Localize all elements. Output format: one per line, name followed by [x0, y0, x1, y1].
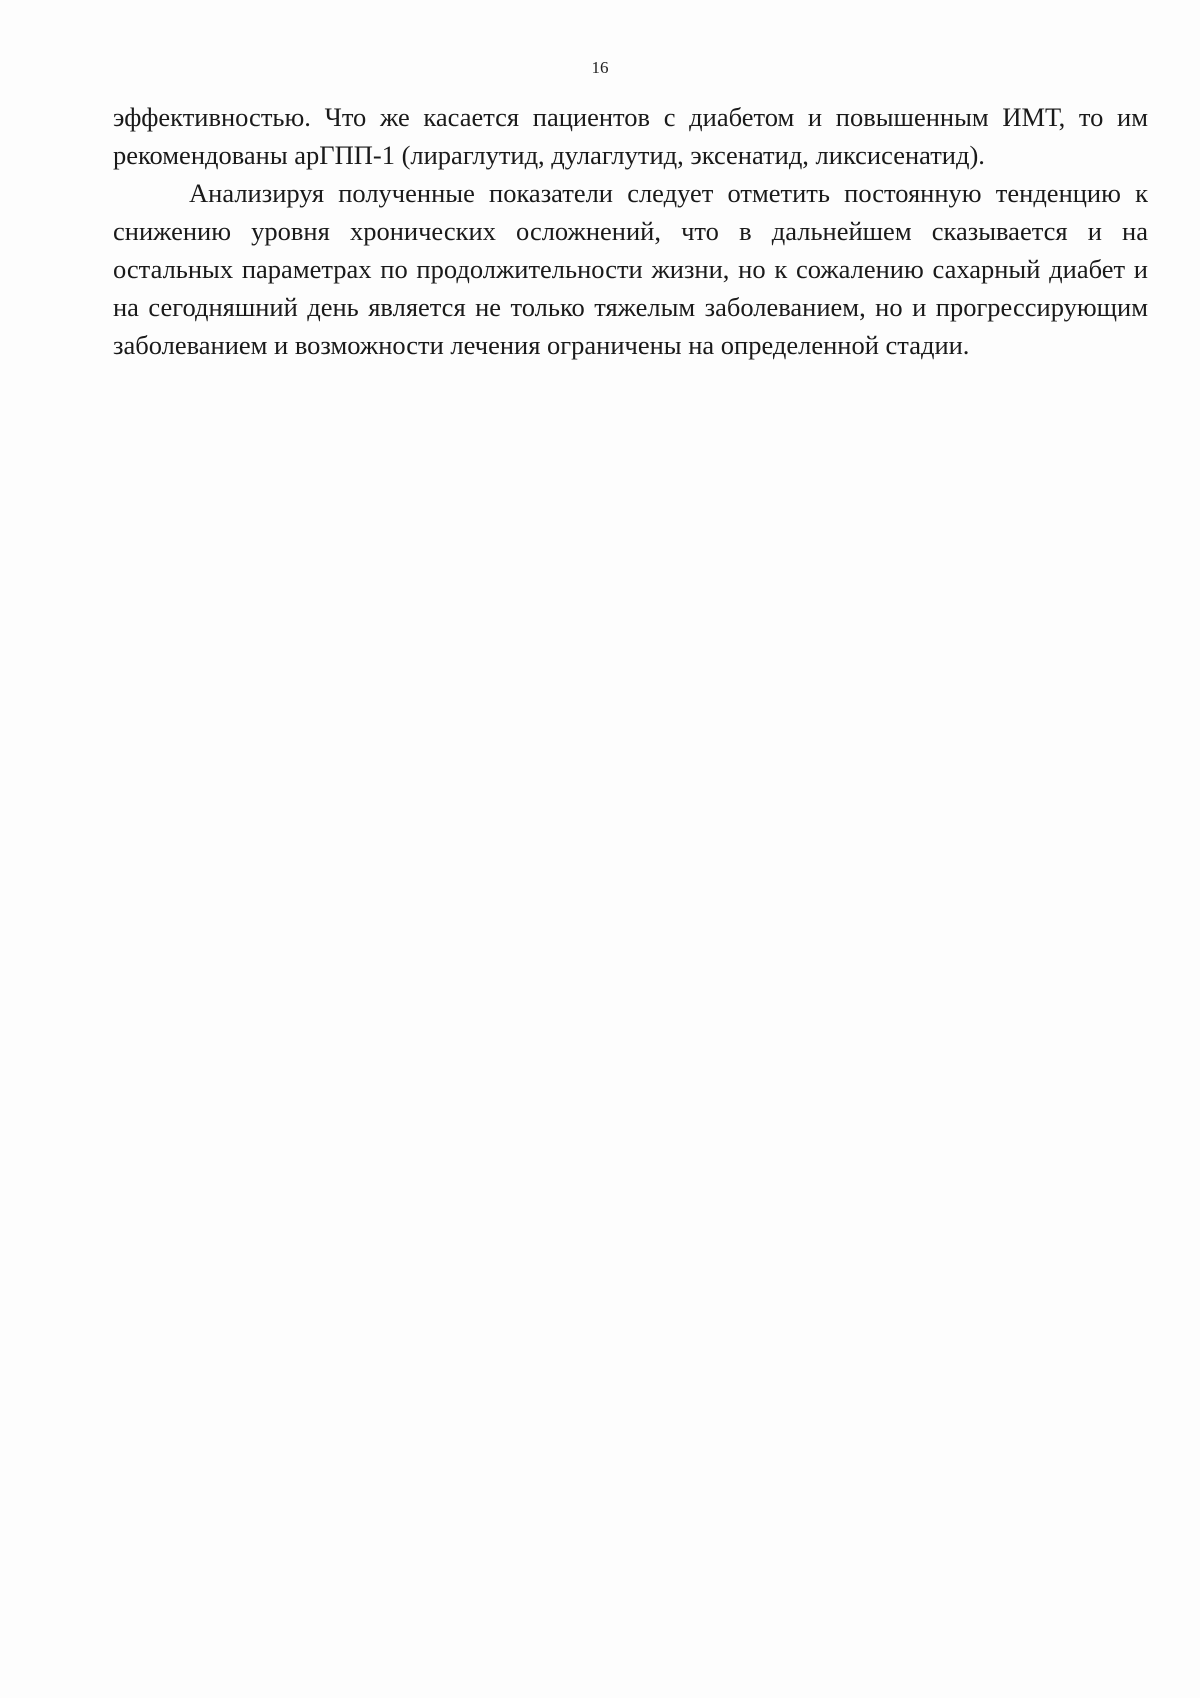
paragraph-analysis: Анализируя полученные показатели следует отметить постоянную тенденцию к снижению уровня хронических осложнений, что в дальнейшем сказывается и на остальных параметрах по продолжительности жизни, но к сожалению сахарный диабет и на сегодняшний день является не только тяжелым заболеванием, но и прогрессирующим заболеванием и возможности лечения ограничены на определенной стадии.: [113, 178, 1148, 360]
page-number: 16: [591, 58, 609, 77]
paragraph-continuation: эффективностью. Что же касается пациентов с диабетом и повышенным ИМТ, то им рекомендованы арГПП-1 (лираглутид, дулаглутид, эксенатид, ликсисенатид).: [113, 102, 1148, 170]
document-body: [113, 98, 1148, 364]
